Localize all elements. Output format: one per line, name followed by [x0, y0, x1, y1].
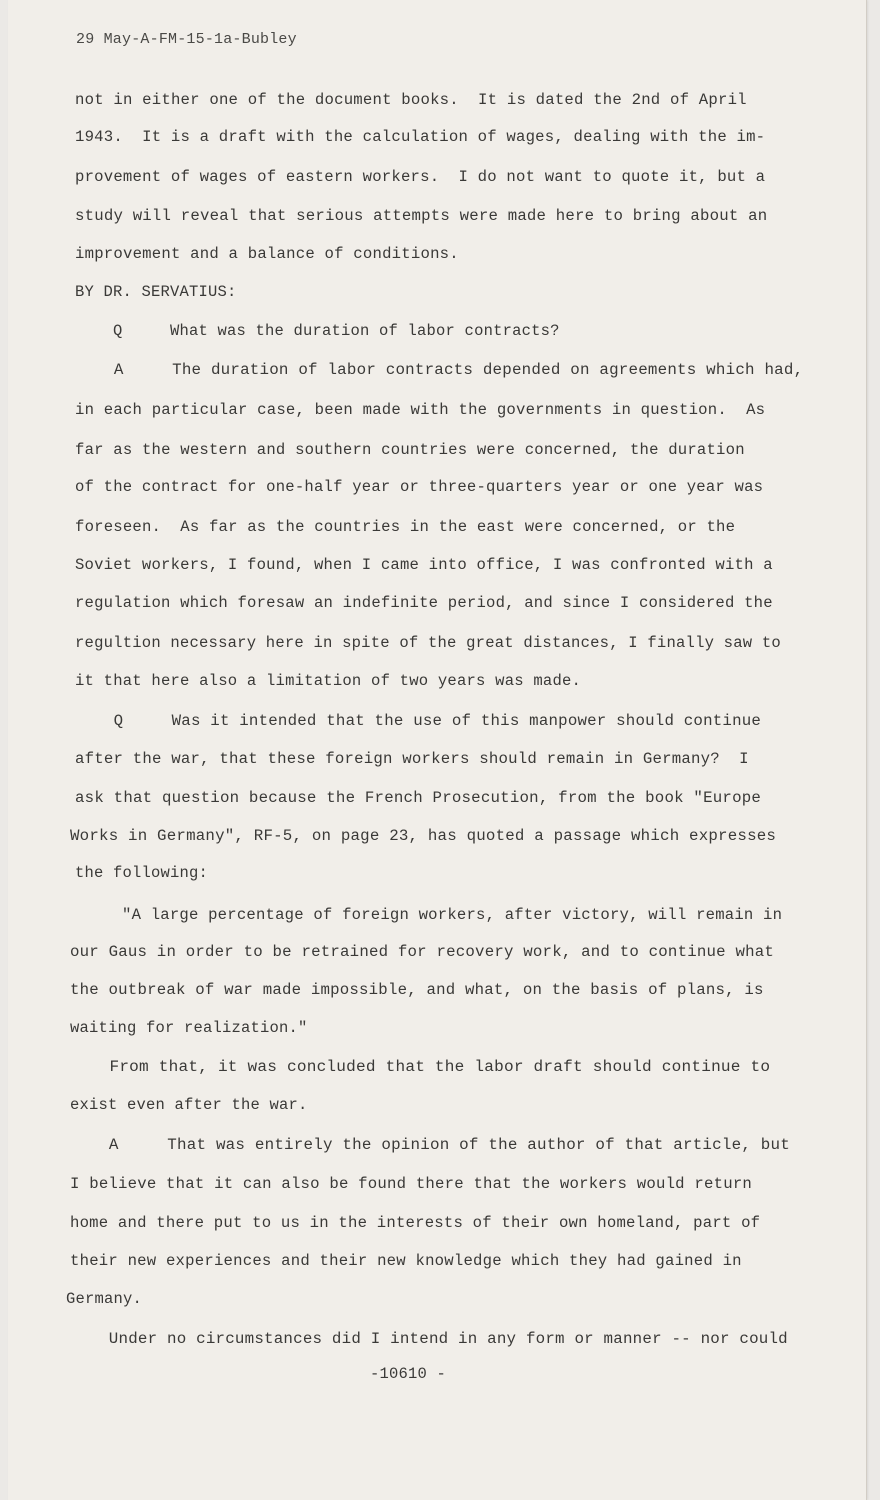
- transcript-line: regulation which foresaw an indefinite period, and since I considered the: [75, 594, 773, 612]
- transcript-line: "A large percentage of foreign workers, after victory, will remain in: [122, 906, 783, 924]
- document-page: [8, 0, 867, 1500]
- page-header: 29 May-A-FM-15-1a-Bubley: [76, 31, 297, 48]
- transcript-line: exist even after the war.: [70, 1096, 308, 1114]
- transcript-line: of the contract for one-half year or three-quarters year or one year was: [75, 478, 764, 496]
- transcript-line: I believe that it can also be found there that the workers would return: [70, 1175, 753, 1193]
- transcript-line: A The duration of labor contracts depended on agreements which had,: [75, 361, 804, 379]
- transcript-line: ask that question because the French Prosecution, from the book "Europe: [75, 789, 762, 807]
- transcript-line: their new experiences and their new knowledge which they had gained in: [70, 1252, 742, 1270]
- transcript-line: it that here also a limitation of two years was made.: [75, 672, 582, 690]
- transcript-line: regultion necessary here in spite of the great distances, I finally saw to: [75, 634, 781, 652]
- transcript-line: not in either one of the document books. It is dated the 2nd of April: [75, 91, 747, 109]
- transcript-line: our Gaus in order to be retrained for recovery work, and to continue what: [70, 943, 775, 961]
- page-number: -10610 -: [370, 1365, 447, 1383]
- transcript-line: Works in Germany", RF-5, on page 23, has quoted a passage which expresses: [70, 827, 777, 845]
- transcript-line: study will reveal that serious attempts were made here to bring about an: [75, 207, 768, 225]
- transcript-line: home and there put to us in the interests of their own homeland, part of: [70, 1214, 761, 1232]
- transcript-line: provement of wages of eastern workers. I do not want to quote it, but a: [75, 168, 766, 186]
- transcript-line: 1943. It is a draft with the calculation of wages, dealing with the im-: [75, 128, 766, 146]
- transcript-line: foreseen. As far as the countries in the east were concerned, or the: [75, 518, 736, 536]
- transcript-line: Under no circumstances did I intend in any form or manner -- nor could: [70, 1330, 788, 1348]
- transcript-line: Q Was it intended that the use of this manpower should continue: [75, 712, 762, 730]
- transcript-line: A That was entirely the opinion of the author of that article, but: [70, 1136, 791, 1154]
- transcript-line: the following:: [75, 864, 209, 882]
- transcript-line: far as the western and southern countries were concerned, the duration: [75, 441, 745, 459]
- transcript-line: after the war, that these foreign workers should remain in Germany? I: [75, 750, 749, 768]
- transcript-line: Germany.: [66, 1290, 143, 1308]
- transcript-line: Soviet workers, I found, when I came into office, I was confronted with a: [75, 556, 773, 574]
- transcript-line: Q What was the duration of labor contracts?: [75, 322, 560, 340]
- transcript-line: improvement and a balance of conditions.: [75, 245, 459, 263]
- transcript-line: the outbreak of war made impossible, and what, on the basis of plans, is: [70, 981, 764, 999]
- transcript-line: waiting for realization.": [70, 1019, 308, 1037]
- transcript-line: From that, it was concluded that the labor draft should continue to: [70, 1058, 771, 1076]
- transcript-line: BY DR. SERVATIUS:: [75, 283, 237, 301]
- transcript-line: in each particular case, been made with the governments in question. As: [75, 401, 766, 419]
